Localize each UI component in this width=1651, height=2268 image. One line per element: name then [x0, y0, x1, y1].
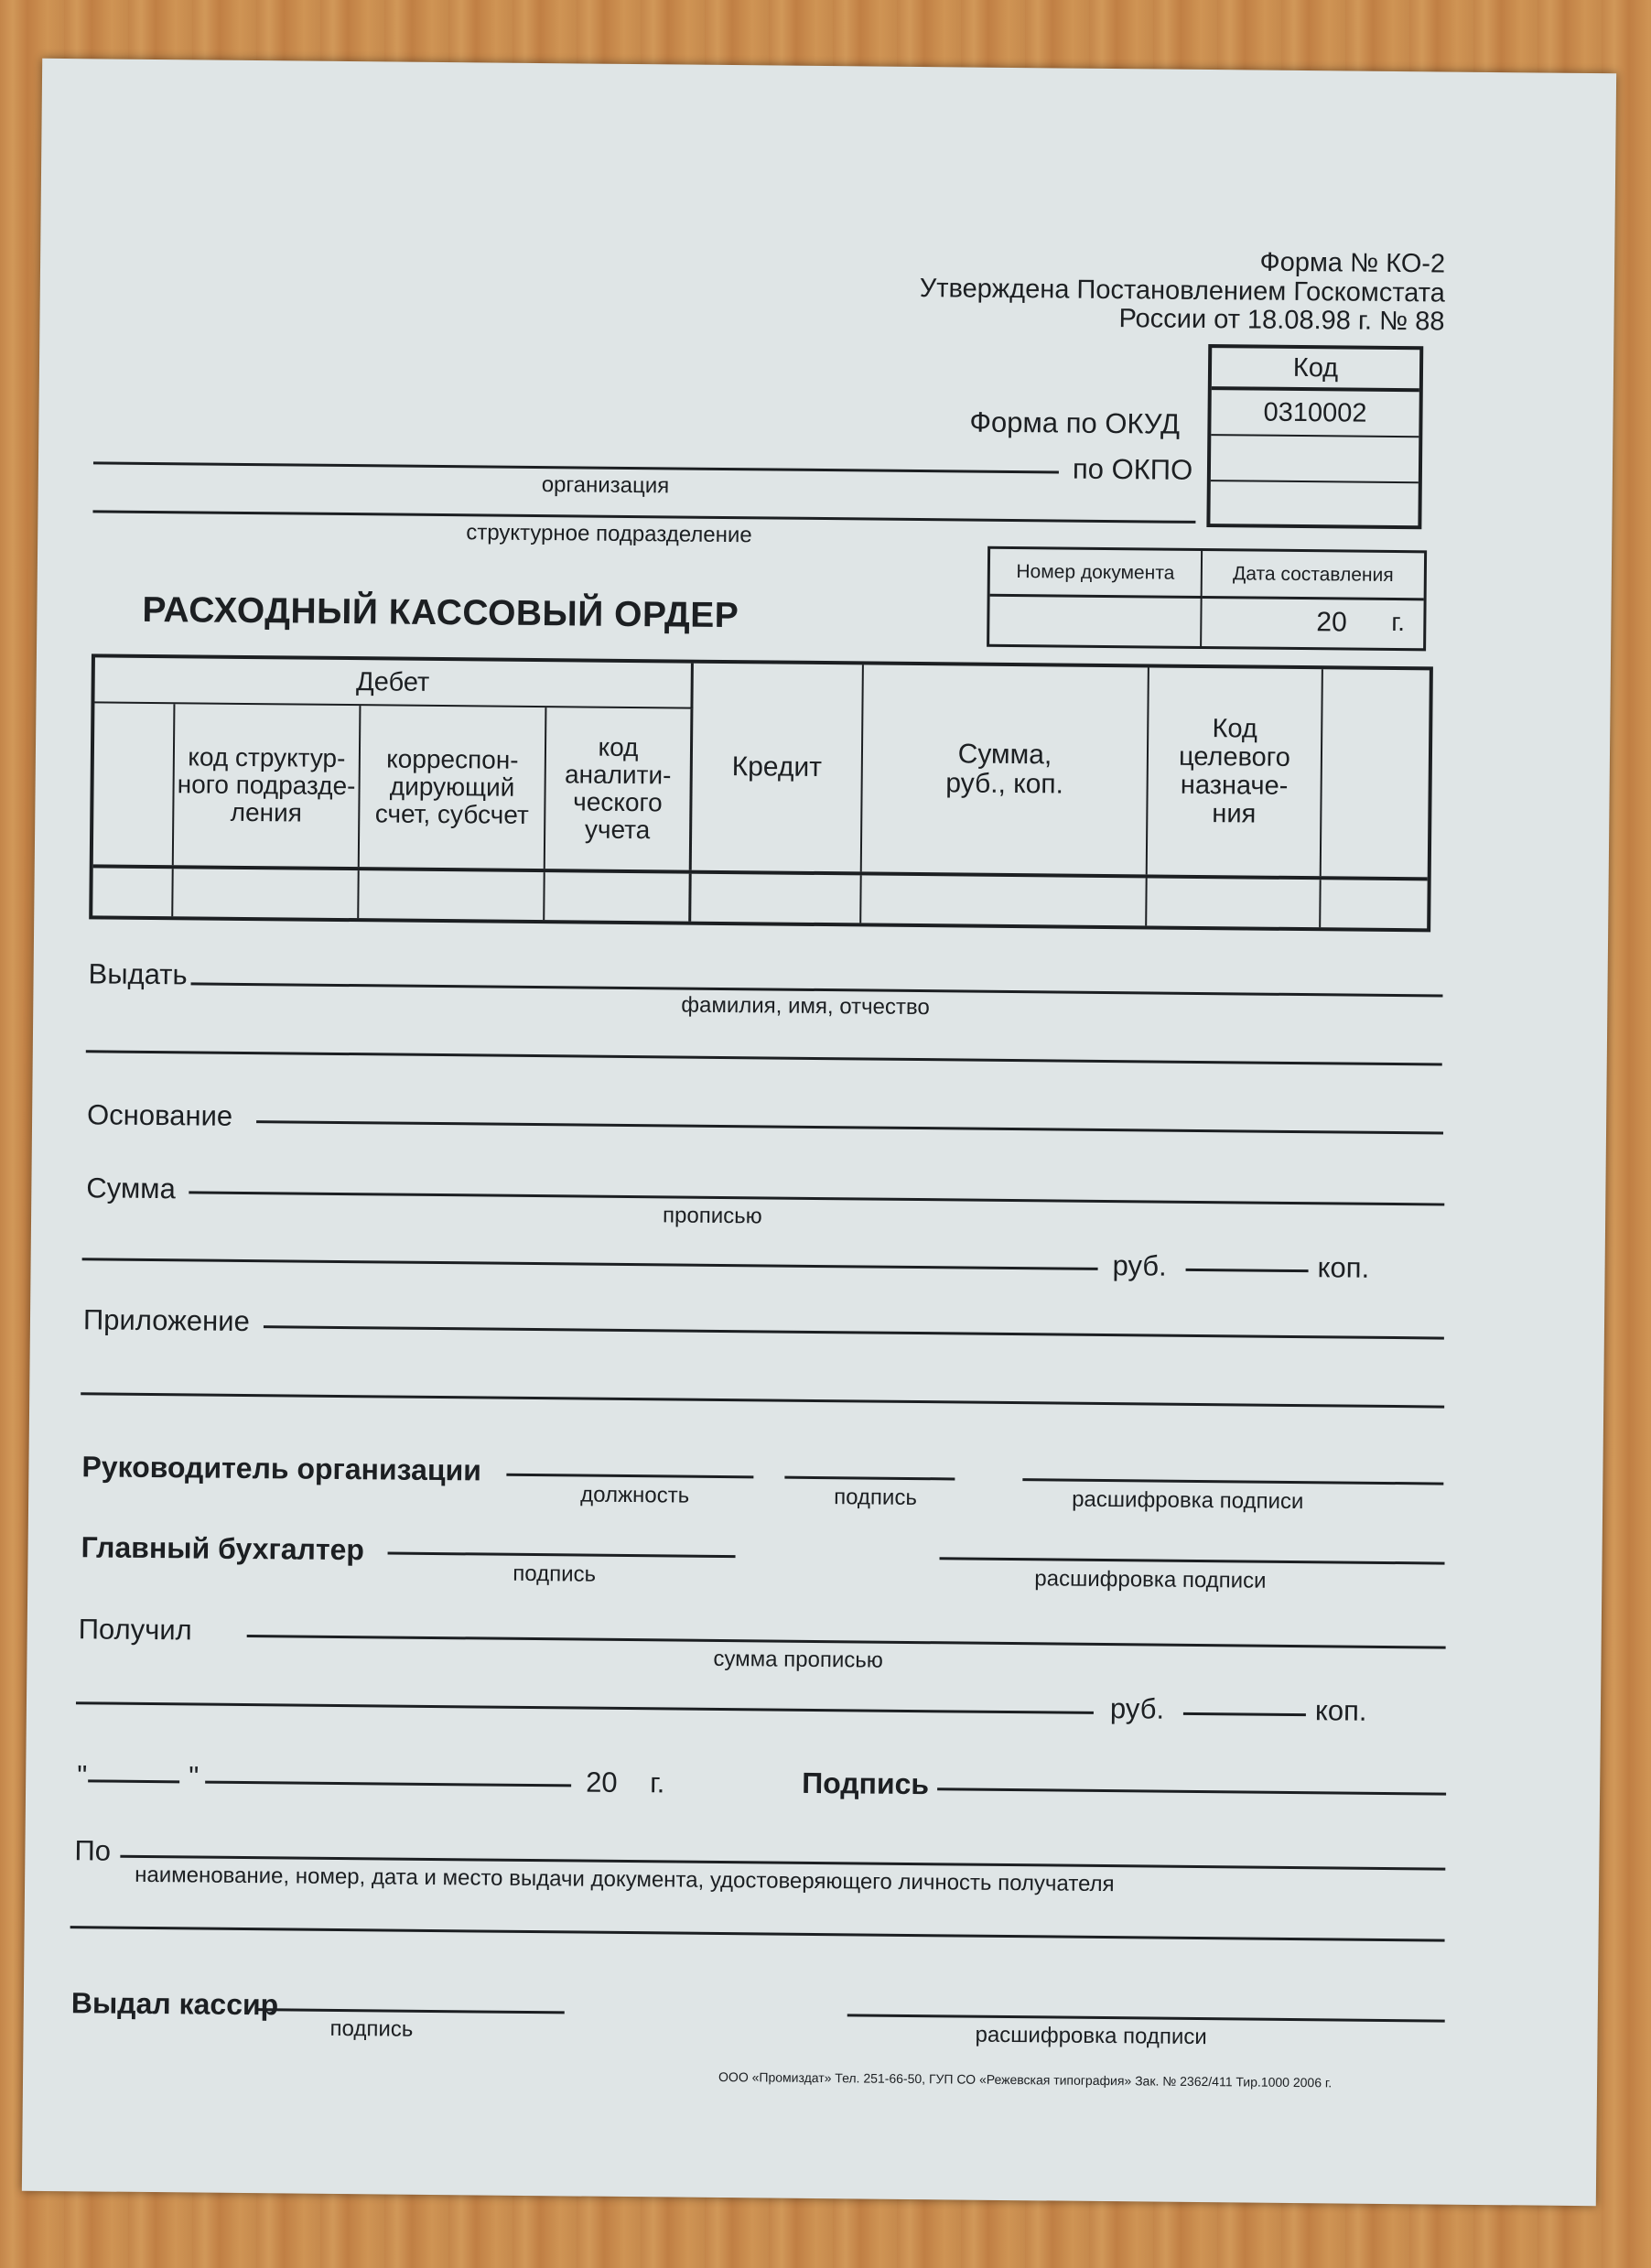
- in-words-caption: прописью: [662, 1203, 762, 1229]
- chief-decoding-caption: расшифровка подписи: [1034, 1566, 1267, 1593]
- cash-order-form: [22, 59, 1616, 2206]
- table-cell[interactable]: [861, 875, 1147, 925]
- table-cell[interactable]: [173, 869, 359, 918]
- okud-code-cell[interactable]: 0310002: [1211, 390, 1419, 437]
- date-month-field[interactable]: [205, 1781, 571, 1787]
- id-document-caption: наименование, номер, дата и место выдачи документа, удостоверяющего личность получателя: [135, 1862, 1115, 1897]
- head-signature-caption: подпись: [834, 1485, 918, 1511]
- debit-col-empty: [93, 703, 176, 865]
- table-cell[interactable]: [1321, 880, 1427, 928]
- basis-field[interactable]: [256, 1120, 1443, 1134]
- form-number: Форма № КО-2: [1259, 247, 1446, 279]
- cashier-label: Выдал кассир: [70, 1986, 279, 2022]
- head-decoding-field[interactable]: [1022, 1478, 1443, 1485]
- receiver-signature-field[interactable]: [937, 1787, 1446, 1795]
- sum-rub-label: руб.: [1112, 1249, 1167, 1282]
- table-cell[interactable]: [1147, 878, 1321, 927]
- subdivision-caption: структурное подразделение: [466, 520, 752, 548]
- sum-words-field-cont[interactable]: [82, 1258, 1098, 1270]
- cashier-signature-field[interactable]: [258, 2008, 565, 2014]
- table-cell[interactable]: [691, 874, 861, 923]
- cashier-decoding-caption: расшифровка подписи: [975, 2022, 1207, 2050]
- date-day-field[interactable]: [88, 1779, 179, 1783]
- doc-number-cell[interactable]: [989, 597, 1202, 646]
- date-quote-open: ": [77, 1759, 88, 1792]
- head-signature-field[interactable]: [784, 1476, 955, 1481]
- debit-col-corresponding-account: корреспон-дирующий счет, субсчет: [360, 706, 547, 869]
- sum-label: Сумма: [86, 1172, 176, 1205]
- attachment-label: Приложение: [82, 1303, 250, 1338]
- okpo-code-cell[interactable]: [1211, 436, 1419, 483]
- date-year-g: г.: [650, 1766, 665, 1799]
- debit-col-subdivision-code: код структур-ного подразде-ления: [174, 704, 361, 867]
- table-cell[interactable]: [359, 870, 545, 920]
- issue-field-cont[interactable]: [86, 1050, 1442, 1065]
- by-label: По: [74, 1834, 112, 1867]
- head-decoding-caption: расшифровка подписи: [1072, 1486, 1304, 1515]
- date-year-prefix: 20: [1316, 607, 1347, 638]
- sum-header: Сумма, руб., коп.: [862, 664, 1149, 874]
- received-label: Получил: [78, 1613, 192, 1647]
- issue-label: Выдать: [88, 957, 188, 991]
- head-position-field[interactable]: [506, 1474, 753, 1479]
- okud-label: Форма по ОКУД: [969, 405, 1181, 440]
- approved-line-2: России от 18.08.98 г. № 88: [1118, 304, 1445, 337]
- code-header: Код: [1212, 348, 1419, 392]
- extra-col-header: [1322, 669, 1430, 877]
- debit-col-analytic-code: код аналити-ческого учета: [545, 707, 694, 870]
- cashier-decoding-field[interactable]: [847, 2014, 1445, 2022]
- fio-caption: фамилия, имя, отчество: [681, 992, 930, 1021]
- table-cell[interactable]: [545, 872, 691, 922]
- attachment-field-cont[interactable]: [81, 1392, 1444, 1408]
- sign-label: Подпись: [802, 1766, 930, 1801]
- printer-footer: ООО «Промиздат» Тел. 251-66-50, ГУП СО «Режевская типография» Зак. № 2362/411 Тир.1000 2006 г.: [718, 2068, 1333, 2090]
- position-caption: должность: [580, 1482, 690, 1508]
- sum-kop-field[interactable]: [1186, 1269, 1309, 1272]
- attachment-field[interactable]: [264, 1325, 1444, 1339]
- purpose-code-header: Код целевого назначе-ния: [1148, 667, 1323, 876]
- credit-header: Кредит: [692, 664, 864, 872]
- chief-accountant-label: Главный бухгалтер: [81, 1530, 365, 1567]
- chief-signature-caption: подпись: [513, 1561, 597, 1587]
- organization-caption: организация: [541, 472, 670, 499]
- table-cell[interactable]: [92, 868, 173, 916]
- debit-header: Дебет: [94, 657, 693, 708]
- document-title: РАСХОДНЫЙ КАССОВЫЙ ОРДЕР: [142, 589, 739, 636]
- sum-kop-label: коп.: [1317, 1251, 1370, 1284]
- sum-words-field[interactable]: [189, 1191, 1444, 1205]
- date-quote-close: ": [189, 1760, 200, 1793]
- date-year-20: 20: [586, 1766, 618, 1798]
- approved-line-1: Утверждена Постановлением Госкомстата: [919, 274, 1445, 308]
- date-year-suffix: г.: [1391, 607, 1406, 637]
- cashier-signature-caption: подпись: [329, 2015, 414, 2042]
- chief-decoding-field[interactable]: [940, 1557, 1445, 1564]
- basis-label: Основание: [86, 1098, 233, 1132]
- received-sum-field-cont[interactable]: [76, 1701, 1094, 1714]
- id-document-field-cont[interactable]: [70, 1926, 1445, 1941]
- okpo-label: по ОКПО: [1072, 452, 1193, 486]
- sum-words-caption: сумма прописью: [713, 1646, 883, 1673]
- received-kop-label: коп.: [1314, 1694, 1367, 1727]
- doc-number-header: Номер документа: [990, 549, 1203, 599]
- received-sum-field[interactable]: [247, 1635, 1446, 1649]
- head-label: Руководитель организации: [81, 1450, 482, 1487]
- chief-signature-field[interactable]: [388, 1551, 736, 1558]
- date-header: Дата составления: [1203, 551, 1424, 600]
- received-rub-label: руб.: [1109, 1692, 1165, 1725]
- received-kop-field[interactable]: [1183, 1712, 1306, 1716]
